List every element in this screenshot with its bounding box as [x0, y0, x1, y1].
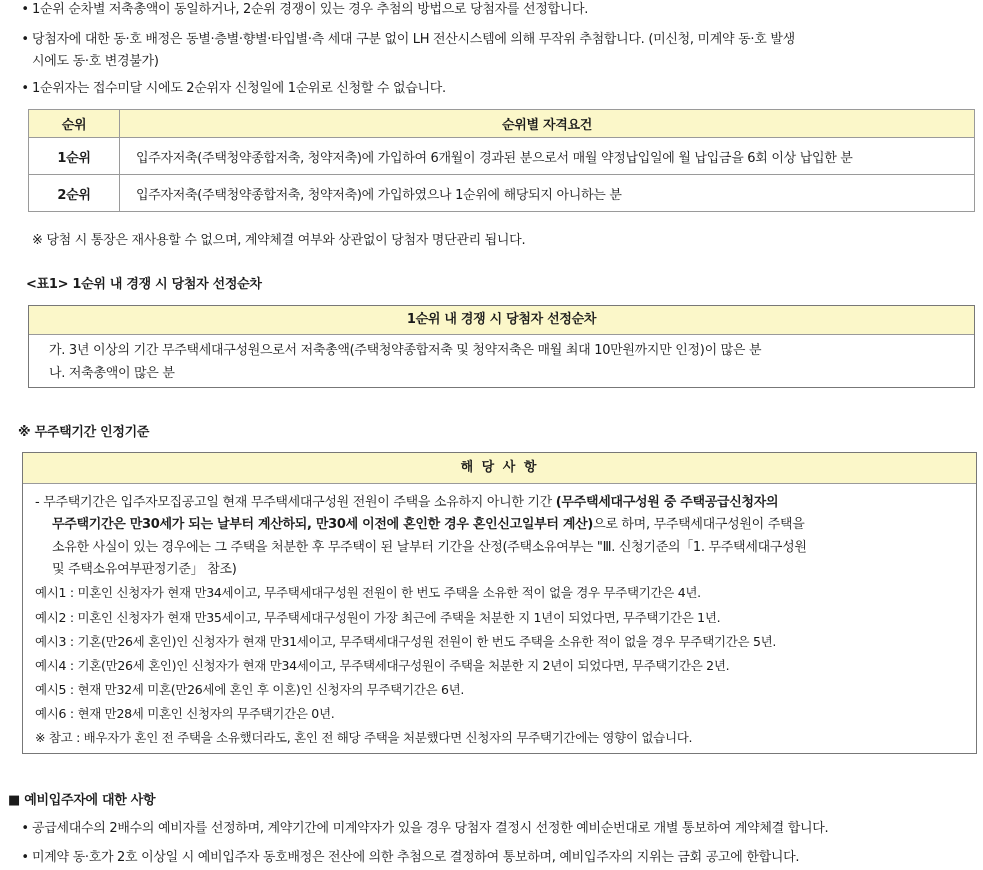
- reserve-bullet-2: • 미계약 동·호가 2호 이상일 시 예비입주자 동호배정은 전산에 의한 추첨으로 결정하여 통보하며, 예비입주자의 지위는 금회 공고에 한합니다.: [21, 850, 800, 865]
- reference-note: ※ 참고 : 배우자가 혼인 전 주택을 소유했더라도, 혼인 전 해당 주택을 처분했다면 신청자의 무주택기간에는 영향이 없습니다.: [35, 730, 693, 745]
- homeless-desc-line3: 소유한 사실이 있는 경우에는 그 주택을 처분한 후 무주택이 된 날부터 기간을 산정(주택소유여부는 "Ⅲ. 신청기준의「1. 무주택세대구성원: [52, 540, 807, 555]
- table1-caption: <표1> 1순위 내 경쟁 시 당첨자 선정순차: [26, 277, 262, 292]
- requirement-cell: 입주자저축(주택청약종합저축, 청약저축)에 가입하여 6개월이 경과된 분으로서 매월 약정납입일에 월 납입금을 6회 이상 납입한 분: [120, 138, 975, 175]
- reserve-title: ■ 예비입주자에 대한 사항: [8, 793, 156, 808]
- homeless-desc-line4: 및 주택소유여부판정기준」 참조): [52, 562, 237, 577]
- desc-bold-text: 무주택기간은 만30세가 되는 날부터 계산하되, 만30세 이전에 혼인한 경우 혼인신고일부터 계산): [52, 517, 594, 532]
- homeless-header: 해 당 사 항: [23, 453, 976, 484]
- example-3: 예시3 : 기혼(만26세 혼인)인 신청자가 현재 만31세이고, 무주택세대구성원 전원이 한 번도 주택을 소유한 적이 없을 경우 무주택기간은 5년.: [35, 634, 777, 649]
- bullet-text: 미계약 동·호가 2호 이상일 시 예비입주자 동호배정은 전산에 의한 추첨으로 결정하여 통보하며, 예비입주자의 지위는 금회 공고에 한합니다.: [32, 850, 800, 865]
- bullet-text: 당첨자에 대한 동·호 배정은 동별·층별·향별·타입별·측 세대 구분 없이 LH 전산시스템에 의해 무작위 추첨합니다. (미신청, 미계약 동·호 발생: [32, 32, 795, 47]
- table1-item-2: 나. 저축총액이 많은 분: [49, 366, 175, 381]
- homeless-title: ※ 무주택기간 인정기준: [18, 425, 150, 440]
- rank-cell: 1순위: [29, 138, 120, 175]
- table1-item-1: 가. 3년 이상의 기간 무주택세대구성원으로서 저축총액(주택청약종합저축 및 청약저축은 매월 최대 10만원까지만 인정)이 많은 분: [49, 343, 762, 358]
- bullet-line-2-cont: 시에도 동·호 변경불가): [32, 54, 159, 69]
- table1-box: [28, 305, 975, 388]
- example-2: 예시2 : 미혼인 신청자가 현재 만35세이고, 무주택세대구성원이 가장 최근에 주택을 처분한 지 1년이 되었다면, 무주택기간은 1년.: [35, 610, 721, 625]
- desc-text: 으로 하며, 무주택세대구성원이 주택을: [593, 517, 805, 532]
- note-passbook: ※ 당첨 시 통장은 재사용할 수 없으며, 계약체결 여부와 상관없이 당첨자 명단관리 됩니다.: [32, 233, 526, 248]
- rank-table: [28, 109, 975, 212]
- example-1: 예시1 : 미혼인 신청자가 현재 만34세이고, 무주택세대구성원 전원이 한 번도 주택을 소유한 적이 없을 경우 무주택기간은 4년.: [35, 585, 701, 600]
- rank-header: 순위: [29, 110, 120, 138]
- table1-header: 1순위 내 경쟁 시 당첨자 선정순차: [29, 306, 974, 335]
- homeless-box: [22, 452, 977, 754]
- example-4: 예시4 : 기혼(만26세 혼인)인 신청자가 현재 만34세이고, 무주택세대구성원이 주택을 처분한 지 2년이 되었다면, 무주택기간은 2년.: [35, 658, 730, 673]
- desc-text: - 무주택기간은 입주자모집공고일 현재 무주택세대구성원 전원이 주택을 소유하지 아니한 기간: [35, 495, 556, 510]
- desc-bold-text: (무주택세대구성원 중 주택공급신청자의: [555, 495, 779, 510]
- bullet-text: 1순위 순차별 저축총액이 동일하거나, 2순위 경쟁이 있는 경우 추첨의 방법으로 당첨자를 선정합니다.: [32, 2, 589, 17]
- bullet-line-2: • 당첨자에 대한 동·호 배정은 동별·층별·향별·타입별·측 세대 구분 없이 LH 전산시스템에 의해 무작위 추첨합니다. (미신청, 미계약 동·호 발생: [21, 32, 795, 47]
- bullet-text: 1순위자는 접수미달 시에도 2순위자 신청일에 1순위로 신청할 수 없습니다.: [32, 81, 446, 96]
- reserve-bullet-1: • 공급세대수의 2배수의 예비자를 선정하며, 계약기간에 미계약자가 있을 경우 당첨자 결정시 선정한 예비순번대로 개별 통보하여 계약체결 합니다.: [21, 821, 829, 836]
- requirement-header: 순위별 자격요건: [120, 110, 975, 138]
- example-6: 예시6 : 현재 만28세 미혼인 신청자의 무주택기간은 0년.: [35, 706, 335, 721]
- requirement-cell: 입주자저축(주택청약종합저축, 청약저축)에 가입하였으나 1순위에 해당되지 아니하는 분: [120, 175, 975, 212]
- homeless-desc-line2: [52, 513, 805, 532]
- table-row: [29, 175, 975, 212]
- table-row: [29, 138, 975, 175]
- bullet-text: 공급세대수의 2배수의 예비자를 선정하며, 계약기간에 미계약자가 있을 경우 당첨자 결정시 선정한 예비순번대로 개별 통보하여 계약체결 합니다.: [32, 821, 829, 836]
- example-5: 예시5 : 현재 만32세 미혼(만26세에 혼인 후 이혼)인 신청자의 무주택기간은 6년.: [35, 682, 465, 697]
- bullet-line-1: • 1순위 순차별 저축총액이 동일하거나, 2순위 경쟁이 있는 경우 추첨의 방법으로 당첨자를 선정합니다.: [21, 2, 589, 17]
- rank-cell: 2순위: [29, 175, 120, 212]
- bullet-line-3: • 1순위자는 접수미달 시에도 2순위자 신청일에 1순위로 신청할 수 없습니다.: [21, 81, 446, 96]
- homeless-desc-line1: [35, 491, 778, 510]
